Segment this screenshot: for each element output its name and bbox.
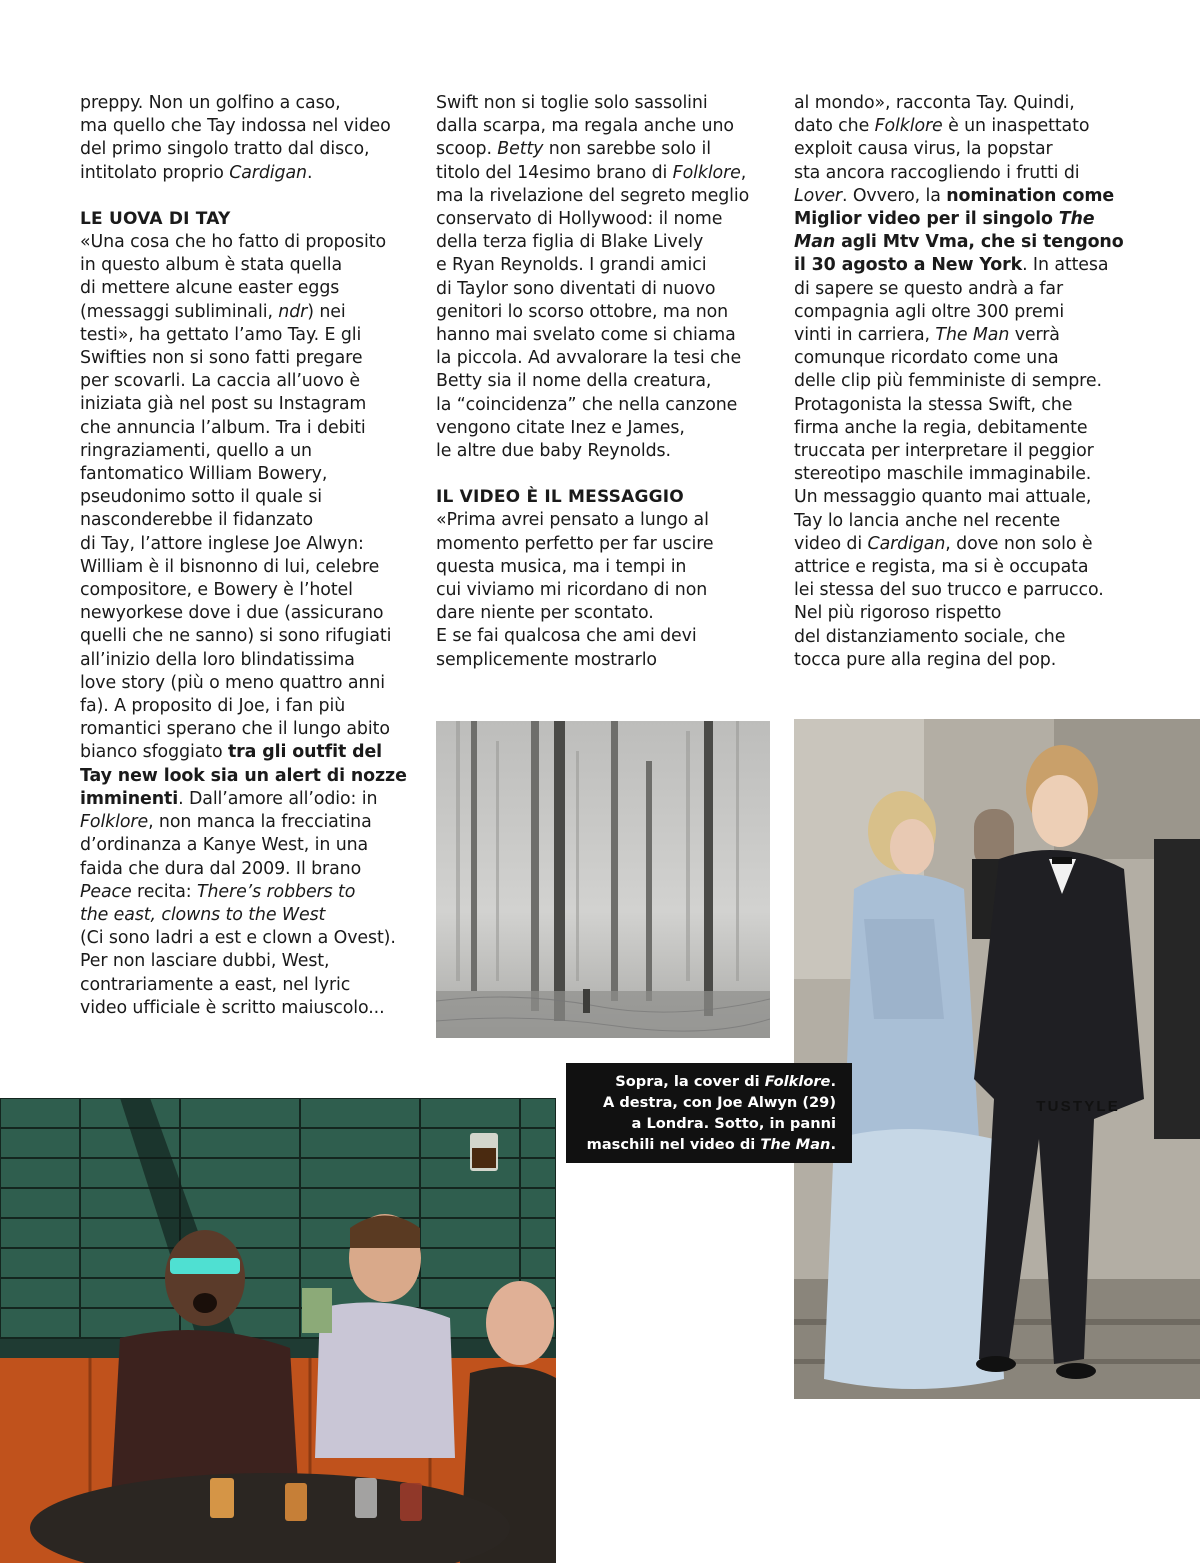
caption-line: maschili nel video di The Man. <box>586 1136 836 1153</box>
text-line: al mondo», racconta Tay. Quindi, <box>794 93 1075 113</box>
text-line: conservato di Hollywood: il nome <box>436 209 723 230</box>
text-line: lei stessa del suo trucco e parrucco. <box>794 580 1104 601</box>
text-line: «Una cosa che ho fatto di proposito <box>80 232 386 253</box>
text-line: vinti in carriera, The Man verrà <box>794 325 1060 346</box>
text-line: quelli che ne sanno) si sono rifugiati <box>80 626 392 647</box>
text-line: in questo album è stata quella <box>80 255 343 276</box>
text-line: stereotipo maschile immaginabile. <box>794 464 1092 485</box>
text-line: Folklore, non manca la frecciatina <box>80 812 372 833</box>
text-line: la “coincidenza” che nella canzone <box>436 394 738 415</box>
text-line: di sapere se questo andrà a far <box>794 278 1064 299</box>
text-line: intitolato proprio Cardigan. <box>80 162 313 183</box>
text-line: testi», ha gettato l’amo Tay. E gli <box>80 324 362 345</box>
text-line: nasconderebbe il fidanzato <box>80 510 313 531</box>
text-line: del primo singolo tratto dal disco, <box>80 139 370 160</box>
text-line: semplicemente mostrarlo <box>436 649 657 670</box>
text-line: titolo del 14esimo brano di Folklore, <box>436 162 747 183</box>
magazine-brand: TUSTYLE <box>1036 1098 1120 1115</box>
text-line: la piccola. Ad avvalorare la tesi che <box>436 348 742 369</box>
text-line: bianco sfoggiato tra gli outfit del <box>80 742 383 763</box>
text-line: (messaggi subliminali, ndr) nei <box>80 301 346 322</box>
caption-line: A destra, con Joe Alwyn (29) <box>602 1094 836 1111</box>
text-line: romantici sperano che il lungo abito <box>80 719 390 740</box>
text-line: momento perfetto per far uscire <box>436 533 714 554</box>
text-line: Swifties non si sono fatti pregare <box>80 348 363 369</box>
text-line: le altre due baby Reynolds. <box>436 441 671 462</box>
couple-illustration <box>794 719 1200 1399</box>
text-line: scoop. Betty non sarebbe solo il <box>436 139 711 160</box>
bar-scene-illustration <box>0 1098 556 1563</box>
text-line: contrariamente a east, nel lyric <box>80 974 351 995</box>
text-line: di mettere alcune easter eggs <box>80 278 340 299</box>
text-line: (Ci sono ladri a est e clown a Ovest). <box>80 928 396 949</box>
text-line: all’inizio della loro blindatissima <box>80 649 355 670</box>
col1-intro <box>80 92 412 185</box>
caption-line: Sopra, la cover di Folklore. <box>615 1073 836 1090</box>
article-column-3 <box>794 92 1130 672</box>
text-line: fa). A proposito di Joe, i fan più <box>80 696 346 717</box>
text-line: questa musica, ma i tempi in <box>436 556 687 577</box>
text-line: ringraziamenti, quello a un <box>80 440 312 461</box>
text-line: firma anche la regia, debitamente <box>794 417 1088 438</box>
text-line: dato che Folklore è un inaspettato <box>794 116 1090 137</box>
section-heading-uova: LE UOVA DI TAY <box>80 208 231 229</box>
text-line: Nel più rigoroso rispetto <box>794 603 1002 624</box>
section-heading-video: IL VIDEO È IL MESSAGGIO <box>436 487 684 508</box>
text-line: ma quello che Tay indossa nel video <box>80 116 391 137</box>
text-line: Un messaggio quanto mai attuale, <box>794 487 1092 508</box>
text-line: compagnia agli oltre 300 premi <box>794 301 1065 322</box>
text-line: cui viviamo mi ricordano di non <box>436 580 708 601</box>
text-line: Betty sia il nome della creatura, <box>436 371 712 392</box>
text-line: dalla scarpa, ma regala anche uno <box>436 116 734 137</box>
text-line: del distanziamento sociale, che <box>794 626 1066 647</box>
text-line: comunque ricordato come una <box>794 348 1059 369</box>
text-line: Miglior video per il singolo The <box>794 209 1095 230</box>
col1-body <box>80 231 412 1020</box>
text-line: hanno mai svelato come si chiama <box>436 325 736 346</box>
text-line: the east, clowns to the West <box>80 904 326 925</box>
text-line: Man agli Mtv Vma, che si tengono <box>794 232 1124 253</box>
text-line: Tay new look sia un alert di nozze <box>80 765 407 786</box>
text-line: della terza figlia di Blake Lively <box>436 232 704 253</box>
text-line: sta ancora raccogliendo i frutti di <box>794 162 1080 183</box>
text-line: preppy. Non un golfino a caso, <box>80 93 341 113</box>
text-line: e Ryan Reynolds. I grandi amici <box>436 255 707 276</box>
text-line: fantomatico William Bowery, <box>80 464 328 485</box>
text-line: genitori lo scorso ottobre, ma non <box>436 301 729 322</box>
text-line: imminenti. Dall’amore all’odio: in <box>80 788 378 809</box>
caption-line: a Londra. Sotto, in panni <box>631 1115 836 1132</box>
text-line: compositore, e Bowery è l’hotel <box>80 580 353 601</box>
text-line: attrice e regista, ma si è occupata <box>794 557 1089 578</box>
text-line: per scovarli. La caccia all’uovo è <box>80 371 360 392</box>
text-line: di Tay, l’attore inglese Joe Alwyn: <box>80 533 364 554</box>
text-line: tocca pure alla regina del pop. <box>794 649 1057 670</box>
forest-album-cover-photo <box>436 721 770 1038</box>
text-line: exploit causa virus, la popstar <box>794 139 1053 160</box>
text-line: iniziata già nel post su Instagram <box>80 394 367 415</box>
photo-caption <box>566 1063 852 1163</box>
text-line: dare niente per scontato. <box>436 603 654 624</box>
text-line: ma la rivelazione del segreto meglio <box>436 185 750 206</box>
text-line: pseudonimo sotto il quale si <box>80 487 323 508</box>
text-line: love story (più o meno quattro anni <box>80 672 386 693</box>
bar-scene-photo <box>0 1098 556 1563</box>
text-line: video ufficiale è scritto maiuscolo... <box>80 997 385 1018</box>
text-line: «Prima avrei pensato a lungo al <box>436 510 709 531</box>
text-line: d’ordinanza a Kanye West, in una <box>80 835 369 856</box>
text-line: truccata per interpretare il peggior <box>794 441 1094 462</box>
text-line: Tay lo lancia anche nel recente <box>794 510 1061 531</box>
text-line: E se fai qualcosa che ami devi <box>436 626 697 647</box>
text-line: delle clip più femministe di sempre. <box>794 371 1102 392</box>
article-column-1 <box>80 92 412 1020</box>
forest-illustration <box>436 721 770 1038</box>
text-line: di Taylor sono diventati di nuovo <box>436 278 716 299</box>
article-column-2 <box>436 92 770 672</box>
text-line: il 30 agosto a New York. In attesa <box>794 255 1109 276</box>
text-line: video di Cardigan, dove non solo è <box>794 533 1093 554</box>
text-line: che annuncia l’album. Tra i debiti <box>80 417 366 438</box>
text-line: faida che dura dal 2009. Il brano <box>80 858 362 879</box>
text-line: Swift non si toglie solo sassolini <box>436 93 708 113</box>
text-line: Peace recita: There’s robbers to <box>80 881 356 902</box>
text-line: vengono citate Inez e James, <box>436 417 685 438</box>
text-line: Per non lasciare dubbi, West, <box>80 951 330 972</box>
text-line: William è il bisnonno di lui, celebre <box>80 556 380 577</box>
couple-photo <box>794 719 1200 1399</box>
text-line: newyorkese dove i due (assicurano <box>80 603 384 624</box>
text-line: Protagonista la stessa Swift, che <box>794 394 1073 415</box>
text-line: Lover. Ovvero, la nomination come <box>794 185 1115 206</box>
